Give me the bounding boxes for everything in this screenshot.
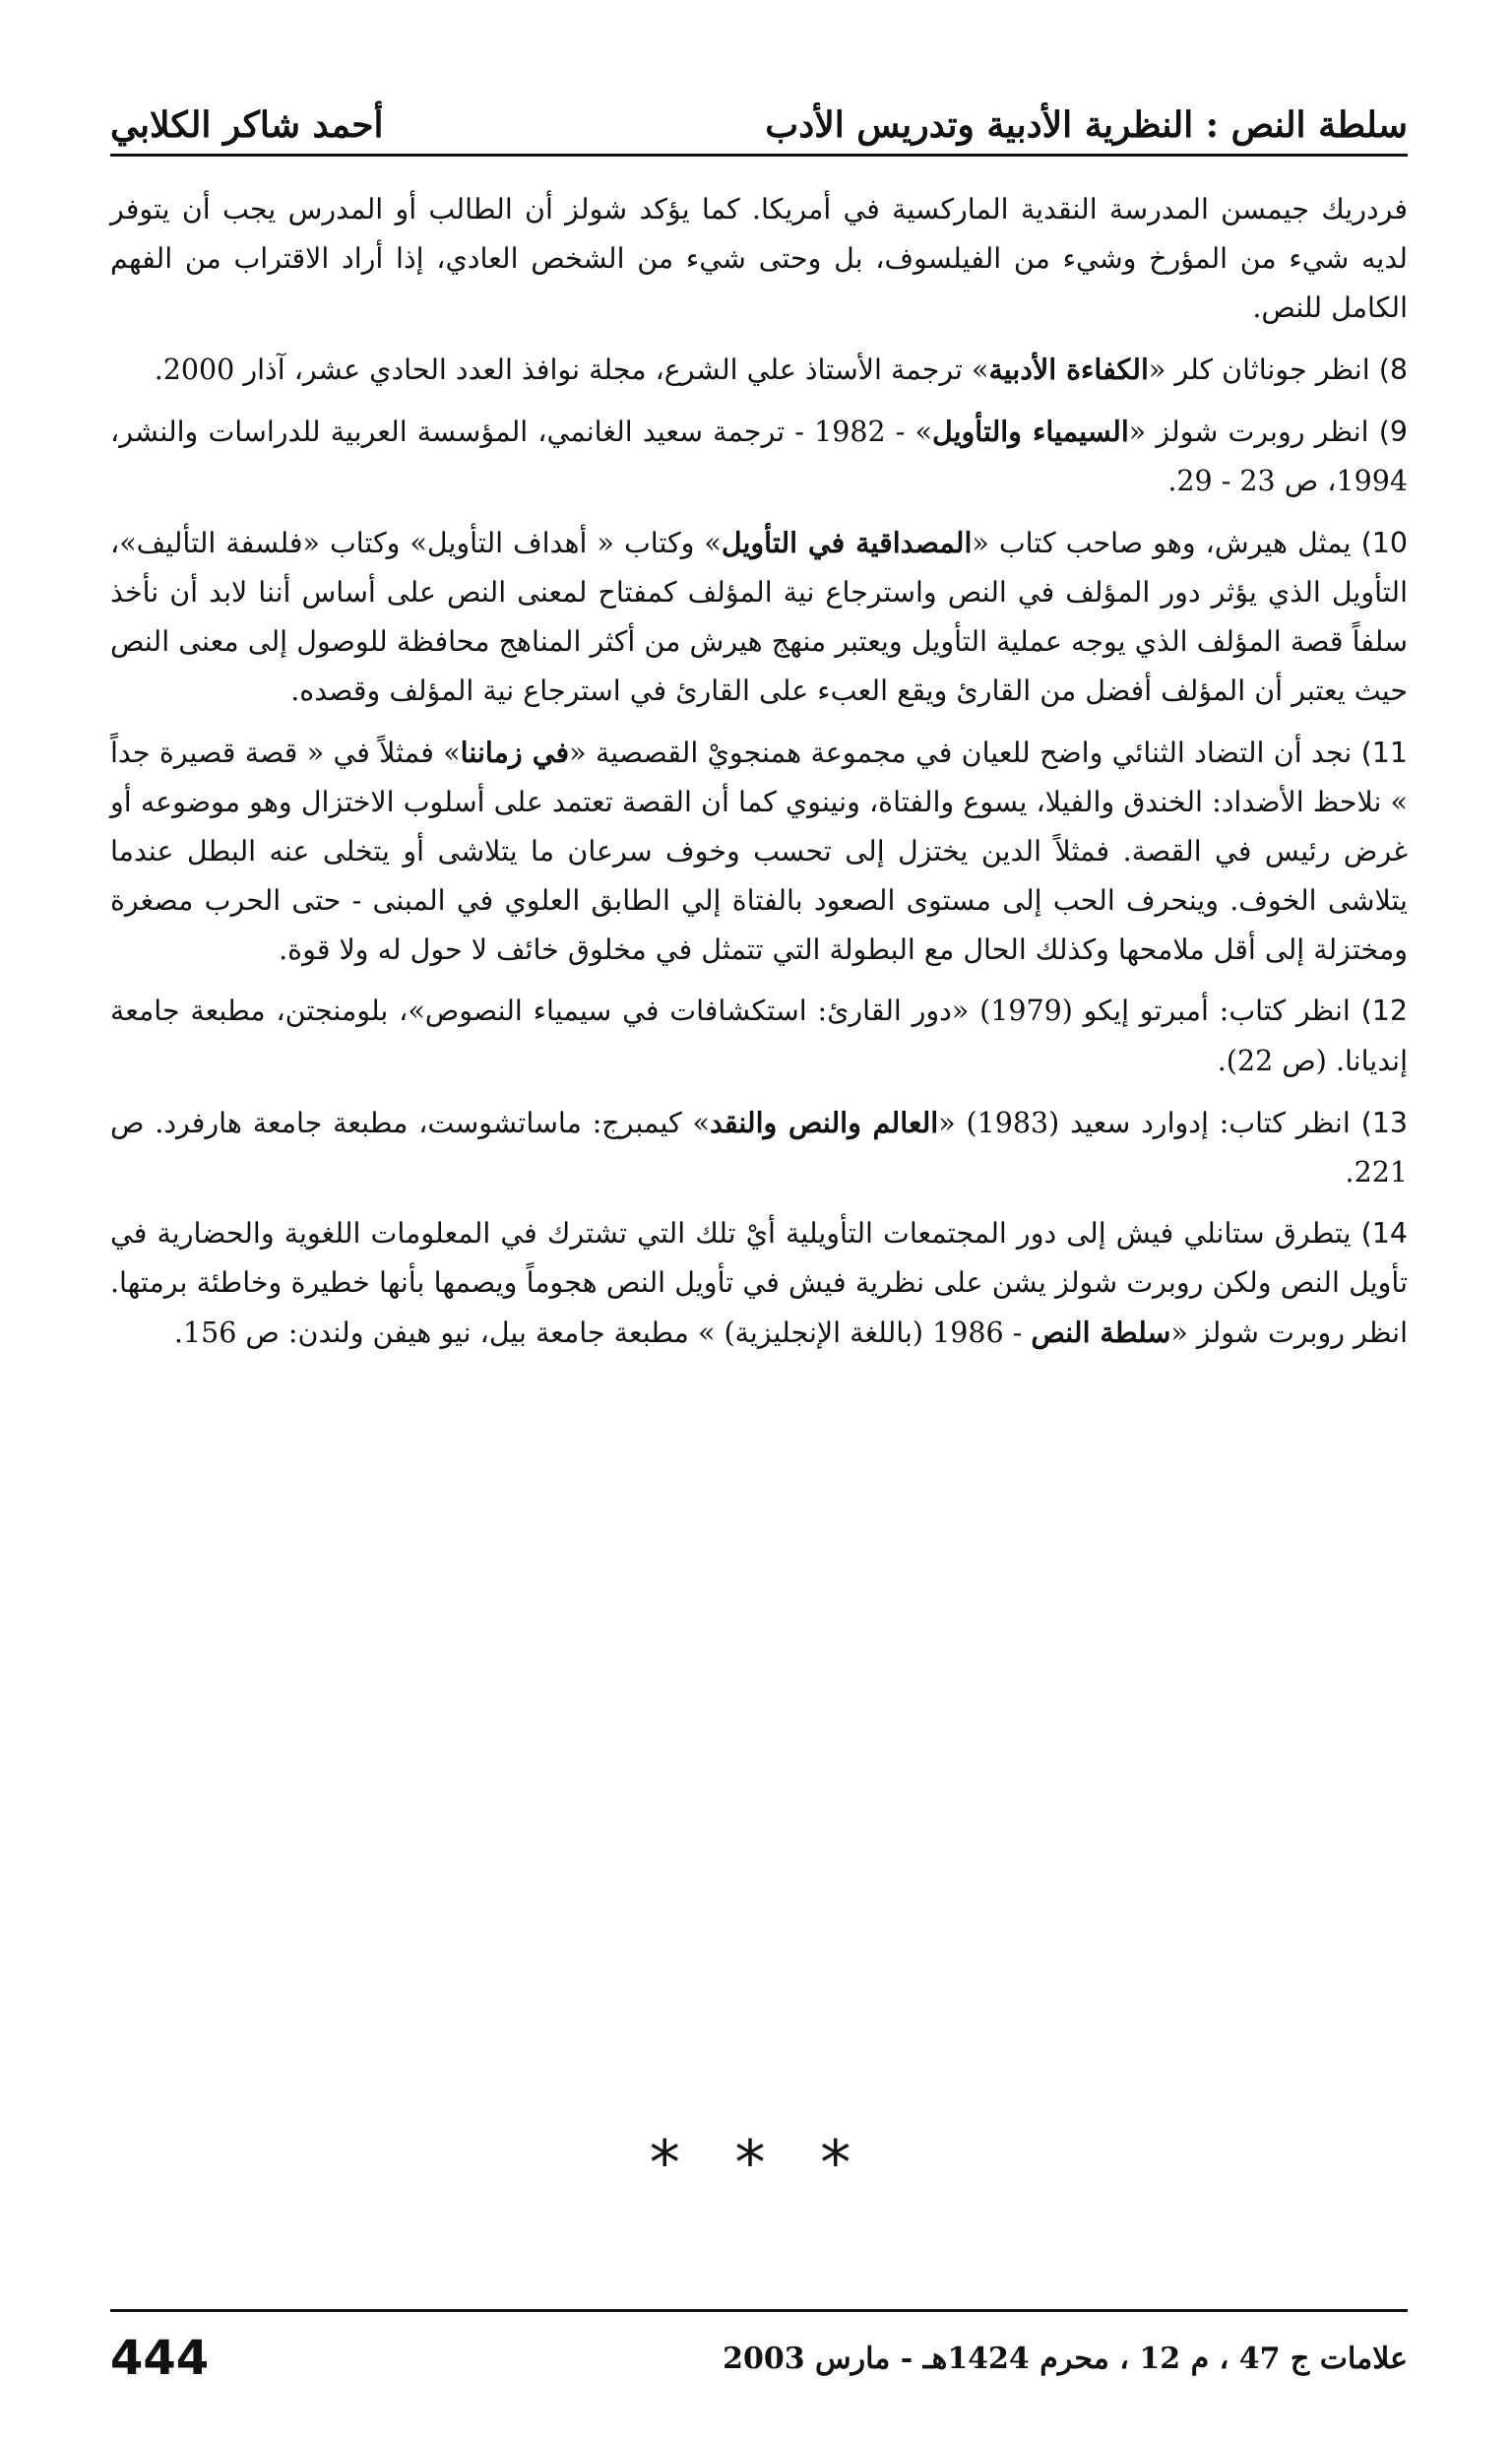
footnote-text-rest: » ترجمة الأستاذ علي الشرع، مجلة نوافذ العدد الحادي عشر، آذار 2000. <box>154 353 989 386</box>
journal-info: علامات ج 47 ، م 12 ، محرم 1424هـ - مارس 2003 <box>723 2341 1408 2376</box>
footnote-text: انظر كتاب: إدوارد سعيد (1983) « <box>938 1107 1351 1139</box>
footnote-bold-title: السيمياء والتأويل <box>932 415 1129 448</box>
section-separator: * * * <box>649 2127 869 2199</box>
header-title: سلطة النص : النظرية الأدبية وتدريس الأدب <box>765 104 1408 146</box>
footnote-number: 8) <box>1378 353 1408 386</box>
footnote-text-rest: » كيمبرج: ماساتشوست، مطبعة جامعة هارفرد. ص 221. <box>110 1107 1408 1189</box>
footnote-text: يمثل هيرش، وهو صاحب كتاب « <box>972 527 1352 559</box>
footnote-bold-title: العالم والنص والنقد <box>709 1106 939 1139</box>
footnote-number: 11) <box>1360 737 1409 769</box>
footnote-number: 13) <box>1360 1107 1408 1139</box>
footnote-12 <box>110 987 1408 1086</box>
footnote-number: 10) <box>1360 527 1409 559</box>
header-rule <box>110 154 1408 157</box>
footnote-13 <box>110 1098 1408 1197</box>
running-footer <box>110 2329 1408 2388</box>
footnote-text: انظر كتاب: أمبرتو إيكو (1979) «دور القارئ: استكشافات في سيمياء النصوص»، بلومنجتن، مطبعة جامعة إنديانا. (ص 22). <box>110 995 1408 1077</box>
footnote-number: 14) <box>1360 1217 1409 1250</box>
footnote-bold-title: المصداقية في التأويل <box>721 526 973 559</box>
running-header <box>110 87 1408 146</box>
footnote-text: انظر روبرت شولز « <box>1128 416 1369 448</box>
footnote-8 <box>110 345 1408 395</box>
footnote-bold-title: في زماننا <box>460 736 570 769</box>
footnote-number: 12) <box>1360 995 1408 1027</box>
document-page <box>110 59 1409 2386</box>
footnote-text-rest: » فمثلاً في « قصة قصيرة جداً » نلاحظ الأضداد: الخندق والفيلا، يسوع والفتاة، ونينوي كما أن القصة تعتمد على أسلوب الاختزال وهو موضوعه أو غرض رئيس في القصة. فمثلاً الدين يختزل إلى تحسب وخوف سرعان ما يتلاشى أو يتخلى عنه البطل عندما يتلاشى الخوف. وينحرف الحب إلى مستوى الصعود بالفتاة إلي الطابق العلوي في المبنى - حتى الحرب مصغرة ومختزلة إلى أقل ملامحها وكذلك الحال مع البطولة التي تتمثل في مخلوق خائف لا حول له ولا قوة. <box>110 737 1408 966</box>
footnote-10 <box>110 518 1408 716</box>
footnote-bold-title: الكفاءة الأدبية <box>988 353 1149 386</box>
footnote-number: 9) <box>1378 416 1409 448</box>
page-body <box>110 185 1408 1370</box>
footnote-bold-title: سلطة النص <box>1031 1316 1171 1349</box>
page-number: 444 <box>110 2331 210 2386</box>
footnote-9 <box>110 407 1408 506</box>
footnote-text: نجد أن التضاد الثنائي واضح للعيان في مجموعة همنجويْ القصصية « <box>569 737 1353 769</box>
footnote-text-rest: » - 1982 - ترجمة سعيد الغانمي، المؤسسة العربية للدراسات والنشر، 1994، ص 23 - 29. <box>110 416 1408 497</box>
footnote-14 <box>110 1209 1408 1358</box>
header-author: أحمد شاكر الكلابي <box>110 104 384 146</box>
footer-rule <box>110 2309 1408 2312</box>
footnote-text-rest: » وكتاب « أهداف التأويل» وكتاب «فلسفة التأليف»، التأويل الذي يؤثر دور المؤلف في النص واسترجاع نية المؤلف كمفتاح لمعنى النص على أساس أننا لابد أن نأخذ سلفاً قصة المؤلف الذي يوجه عملية التأويل ويعتبر منهج هيرش من أكثر المناهج محافظة للوصول إلى معنى النص حيث يعتبر أن المؤلف أفضل من القارئ ويقع العبء على القارئ في استرجاع نية المؤلف وقصده. <box>110 527 1408 707</box>
intro-paragraph: فردريك جيمسن المدرسة النقدية الماركسية في أمريكا. كما يؤكد شولز أن الطالب أو المدرس يجب أن يتوفر لديه شيء من المؤرخ وشيء من الفيلسوف، بل وحتى شيء من الشخص العادي، إذا أراد الاقتراب من الفهم الكامل للنص. <box>110 193 1408 324</box>
footnote-text: انظر جوناثان كلر « <box>1148 353 1370 386</box>
footnote-11 <box>110 728 1408 975</box>
footnote-text-rest: - 1986 (باللغة الإنجليزية) » مطبعة جامعة بيل، نيو هيفن ولندن: ص 156. <box>173 1317 1032 1349</box>
footnote-text: يتطرق ستانلي فيش إلى دور المجتمعات التأويلية أيْ تلك التي تشترك في المعلومات اللغوية والحضارية في تأويل النص ولكن روبرت شولز يشن على نظرية فيش في تأويل النص هجوماً ويصمها بأنها خطيرة وخاطئة برمتها. انظر روبرت شولز « <box>110 1217 1408 1349</box>
